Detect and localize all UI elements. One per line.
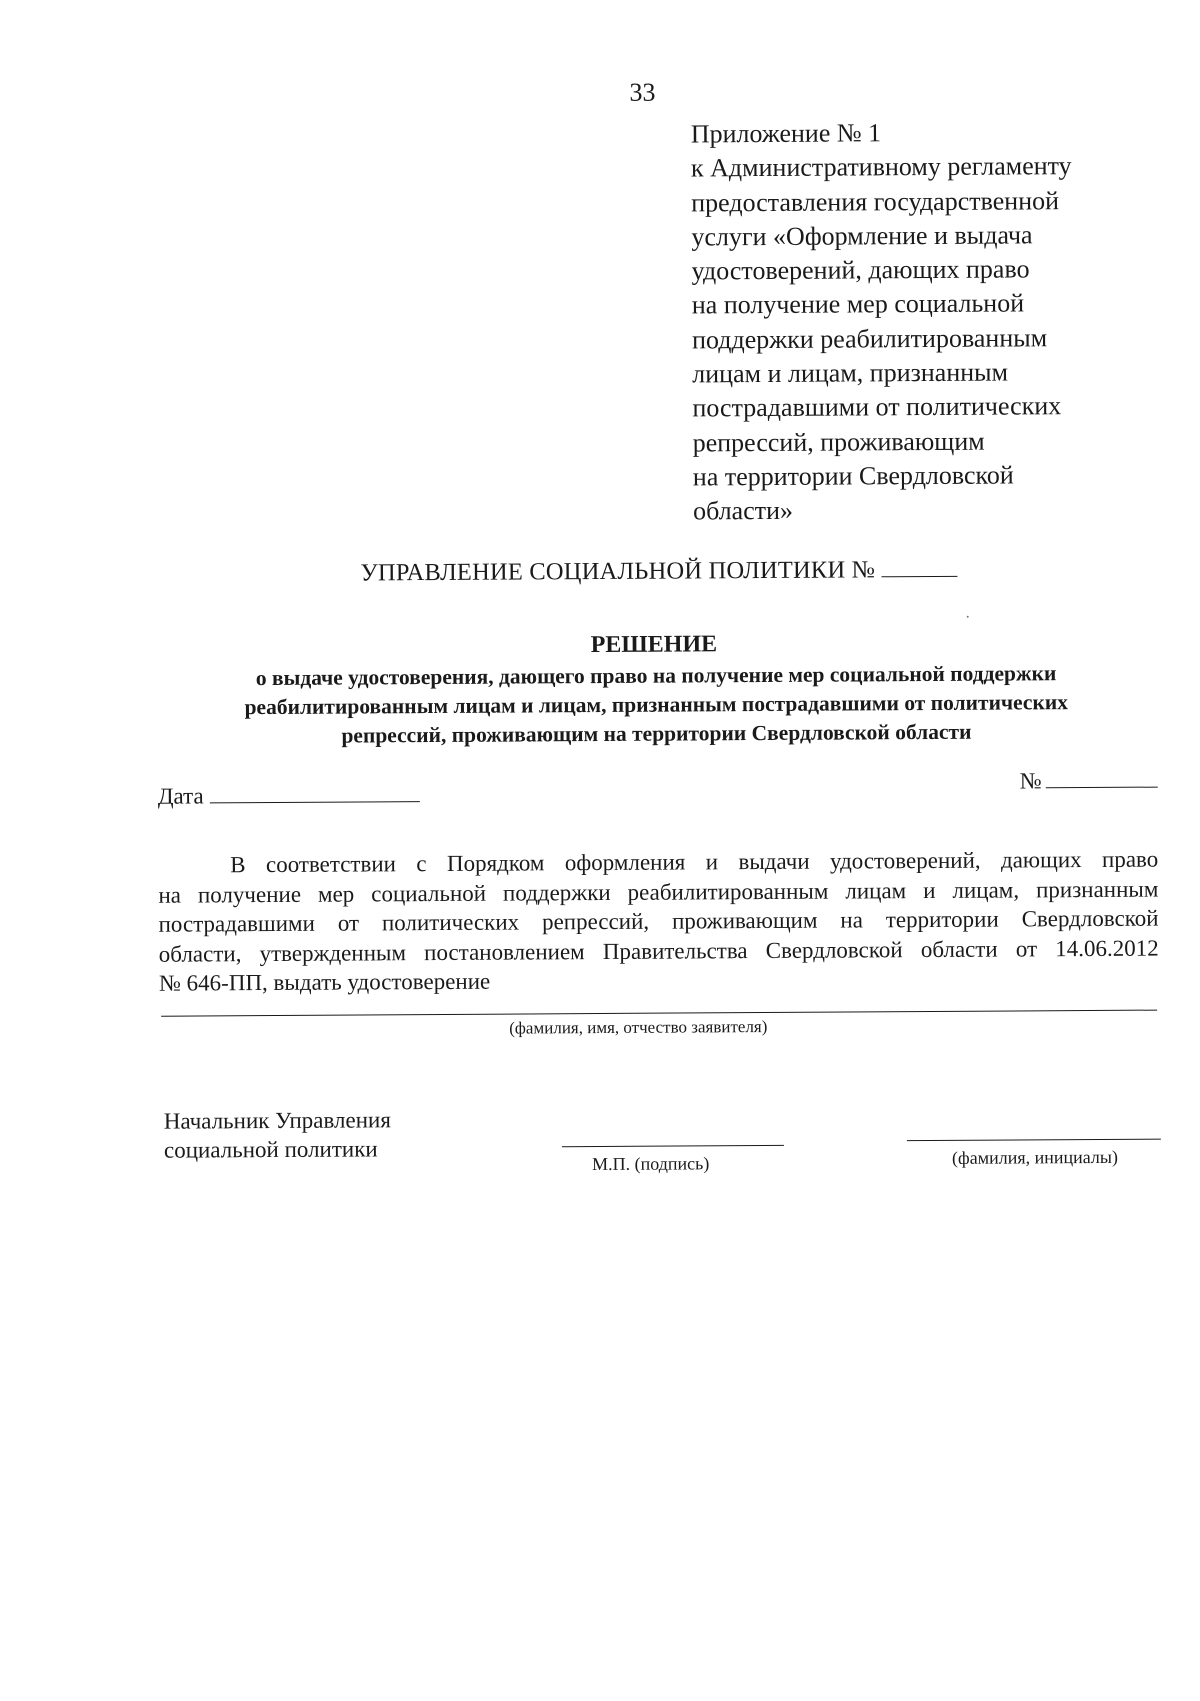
decision-subtitle-line: реабилитированным лицам и лицам, признанным пострадавшими от политических bbox=[244, 690, 1069, 720]
appendix-line: удостоверений, дающих право bbox=[691, 254, 1030, 286]
appendix-line: на получение мер социальной bbox=[691, 288, 1025, 320]
appendix-line: поддержки реабилитированным bbox=[691, 323, 1048, 355]
number-field bbox=[1020, 767, 1158, 795]
decision-subtitle-line: репрессий, проживающим на территории Свердловской области bbox=[341, 719, 972, 748]
signature-blank[interactable] bbox=[562, 1145, 784, 1147]
appendix-line: Приложение № 1 bbox=[690, 118, 882, 149]
date-field bbox=[158, 781, 420, 810]
appendix-line: пострадавшими от политических bbox=[692, 391, 1062, 423]
number-blank[interactable] bbox=[1046, 767, 1158, 789]
decision-subtitle bbox=[181, 659, 1132, 752]
appendix-line: предоставления государственной bbox=[691, 185, 1060, 218]
signer-line: социальной политики bbox=[163, 1136, 378, 1163]
decision-title: РЕШЕНИЕ bbox=[590, 631, 718, 659]
signer-title bbox=[164, 1105, 391, 1164]
date-blank[interactable] bbox=[210, 781, 420, 803]
decision-subtitle-line: о выдаче удостоверения, дающего право на получение мер социальной поддержки bbox=[255, 661, 1057, 691]
applicant-caption: (фамилия, имя, отчество заявителя) bbox=[509, 1016, 768, 1038]
signer-line: Начальник Управления bbox=[163, 1107, 391, 1134]
appendix-line: к Административному регламенту bbox=[690, 151, 1072, 183]
body-line: В соответствии с Порядком оформления и выдачи удостоверений, дающих право bbox=[230, 846, 1159, 878]
appendix-line: области» bbox=[692, 496, 794, 526]
appendix-line: на территории Свердловской bbox=[692, 460, 1014, 492]
signer-name-caption: (фамилия, инициалы) bbox=[951, 1146, 1119, 1168]
appendix-line: репрессий, проживающим bbox=[692, 426, 985, 458]
number-label: № bbox=[1019, 768, 1042, 794]
body-line: на получение мер социальной поддержки реабилитированным лицам и лицам, признанным bbox=[158, 876, 1159, 908]
applicant-name-blank[interactable] bbox=[161, 1010, 1157, 1017]
body-line: области, утвержденным постановлением Правительства Свердловской области от 14.06.2012 bbox=[158, 935, 1159, 967]
signer-name-blank[interactable] bbox=[907, 1139, 1161, 1142]
signature-caption: М.П. (подпись) bbox=[591, 1153, 710, 1175]
page-number: 33 bbox=[629, 77, 656, 107]
appendix-line: лицам и лицам, признанным bbox=[692, 357, 1009, 389]
appendix-header bbox=[691, 115, 1154, 529]
body-paragraph bbox=[158, 845, 1159, 999]
body-line: № 646-ПП, выдать удостоверение bbox=[158, 968, 491, 996]
date-label: Дата bbox=[157, 783, 204, 809]
scan-speck bbox=[967, 616, 969, 618]
appendix-line: услуги «Оформление и выдача bbox=[691, 220, 1033, 252]
body-line: пострадавшими от политических репрессий, проживающим на территории Свердловской bbox=[158, 905, 1159, 937]
department-number-blank[interactable] bbox=[881, 554, 957, 577]
department-heading bbox=[360, 554, 957, 588]
department-label: УПРАВЛЕНИЕ СОЦИАЛЬНОЙ ПОЛИТИКИ № bbox=[360, 556, 876, 587]
